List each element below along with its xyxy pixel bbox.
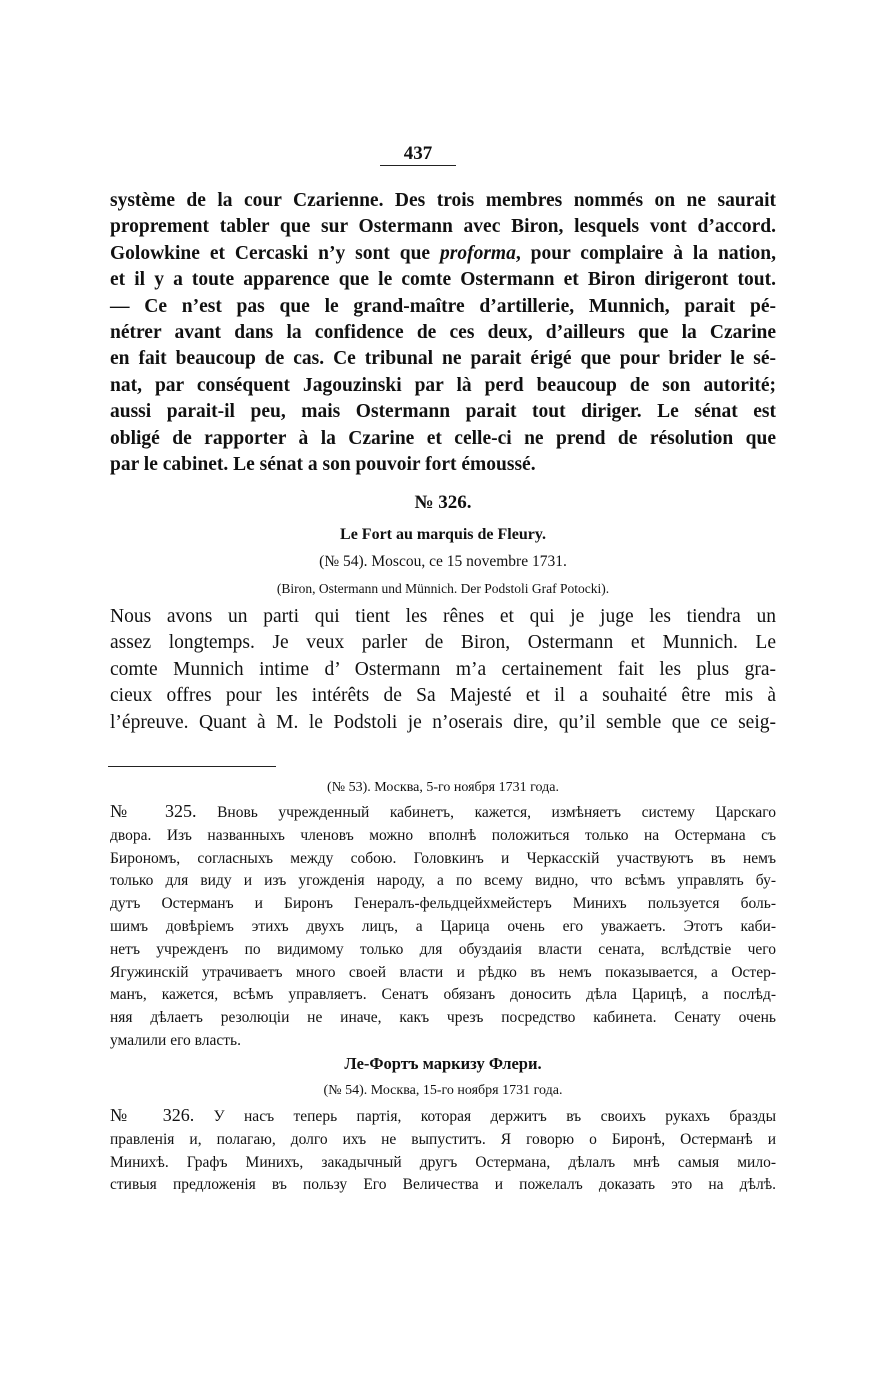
text-line: Бирономъ, согласныхъ между собою. Головкинъ и Черкасскій участвуютъ въ немъ [110,849,776,867]
text-line: Ягужинскій утрачиваетъ много своей власти и рѣдко въ немъ показывается, а Остер- [110,963,776,981]
text-line: obligé de rapporter à la Czarine et celle-ci ne prend de résolution que [110,427,776,449]
continuation-paragraph [110,188,776,478]
text-line: двора. Изъ названныхъ членовъ можно вполнѣ положиться только на Остермана съ [110,826,776,844]
footnote-325-text [110,800,776,1053]
text-line: № 325. Вновь учрежденный кабинетъ, кажется, измѣняетъ систему Царскаго [110,801,777,821]
text-line: cieux offres pour les intérêts de Sa Majesté et il a souhaité être mis à [110,685,776,707]
footnote-separator [108,766,276,767]
text-line: только для виду и изъ угожденія народу, а по всему видно, что всѣмъ управлять бу- [110,872,776,890]
text-line: манъ, кажется, всѣмъ управляетъ. Сенатъ обязанъ доносить дѣла Царицѣ, а послѣд- [110,986,776,1004]
text-line: nat, par conséquent Jagouzinski par là perd beaucoup de son autorité; [110,374,776,396]
text-line: Минихѣ. Графъ Минихъ, закадычный другъ Остермана, дѣлалъ мнѣ самыя мило- [110,1153,776,1171]
text-line: Golowkine et Cercaski n’y sont que proforma, pour complaire à la nation, [110,242,776,264]
text-line: nétrer avant dans la confidence de ces deux, d’ailleurs que la Czarine [110,322,776,344]
page-number: 437 [403,143,433,164]
footnote-326-date-line: (№ 54). Москва, 15-го ноября 1731 года. [323,1083,563,1098]
document-number: № 326. [414,492,472,513]
text-line: няя дѣлаетъ резолюціи не иначе, какъ чрезъ посредство кабинета. Сенату очень [110,1009,776,1027]
document-subject-note: (Biron, Ostermann und Münnich. Der Podstoli Graf Potocki). [276,581,610,596]
footnote-326-text [110,1104,776,1197]
footnote-325-number: № 325. [110,801,197,821]
text-line: Nous avons un parti qui tient les rênes et qui je juge les tiendra un [110,606,776,627]
text-line: assez longtemps. Je veux parler de Biron, Ostermann et Munnich. Le [110,632,776,654]
text-line: et il y a toute apparence que le comte Ostermann et Biron dirigeront tout. [110,269,776,291]
footnote-326-number: № 326. [110,1105,195,1125]
text-line: proprement tabler que sur Ostermann avec Biron, lesquels vont d’accord. [110,216,776,238]
page-number-rule [380,165,456,166]
text-line: système de la cour Czarienne. Des trois membres nommés on ne saurait [110,190,776,211]
text-line: l’épreuve. Quant à M. le Podstoli je n’oserais dire, qu’il semble que ce seig- [110,711,776,733]
text-line: правленія и, полагаю, долго ихъ не выпуститъ. Я говорю о Биронѣ, Остерманѣ и [110,1130,776,1148]
text-line: № 326. У насъ теперь партія, которая держитъ въ своихъ рукахъ бразды [110,1105,776,1125]
text-line: comte Munnich intime d’ Ostermann m’a certainement fait les plus gra- [110,658,776,680]
footnote-325-date-line: (№ 53). Москва, 5-го ноября 1731 года. [327,780,559,795]
letter-paragraph [110,604,776,736]
text-line: aussi parait-il peu, mais Ostermann parait tout diriger. Le sénat est [110,401,776,423]
text-line: en fait beaucoup de cas. Ce tribunal ne parait érigé que pour brider le sé- [110,348,776,370]
text-line: нетъ учрежденъ по видимому только для обуздаиія власти сената, вслѣдствіе чего [110,940,776,958]
text-line: стивыя предложенія въ пользу Его Величества и пожелалъ доказать это на дѣлѣ. [110,1176,776,1194]
text-line: шимъ довѣріемъ этихъ двухъ лицъ, а Царица очень его уважаетъ. Этотъ каби- [110,917,776,935]
text-line: — Ce n’est pas que le grand-maître d’artillerie, Munnich, parait pé- [110,295,776,317]
text-line: par le cabinet. Le sénat a son pouvoir fort émoussé. [110,454,536,476]
footnote-326-title: Ле-Фортъ маркизу Флери. [344,1054,542,1073]
text-line: умалили его власть. [110,1031,242,1049]
document-title: Le Fort au marquis de Fleury. [340,526,546,543]
italic-term: proforma [440,242,516,264]
document-date-line: (№ 54). Moscou, ce 15 novembre 1731. [319,553,567,570]
text-line: дутъ Остерманъ и Биронъ Генералъ-фельдцейхмейстеръ Минихъ пользуется боль- [110,895,776,913]
